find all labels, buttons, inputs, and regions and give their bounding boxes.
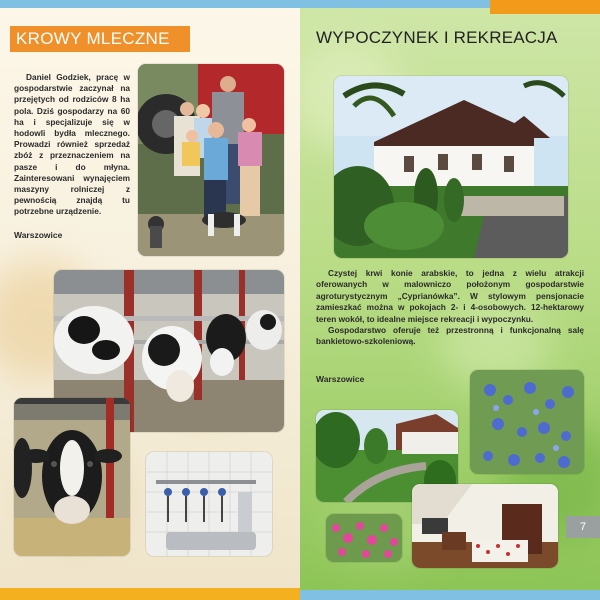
pink-flowers-photo [326,514,402,562]
article-paragraph-2: Gospodarstwo oferuje też przestronną i funkcjonalną salę bankietowo-szkoleniową. [316,325,584,347]
section-title-leisure: WYPOCZYNEK I REKREACJA [316,28,558,47]
milking-equipment-photo [146,452,272,556]
bottom-accent-bar-left [0,588,300,600]
bottom-accent-bar-right [300,590,600,600]
cow-closeup-photo [14,398,130,556]
top-accent-bar-right [300,0,490,8]
article-text-left [14,72,130,218]
top-accent-tab-orange [490,0,600,14]
location-signature-right: Warszowice [316,374,365,384]
article-text-right [316,268,584,348]
article-paragraph-1: Czystej krwi konie arabskie, to jedna z wielu atrakcji oferowanych w malowniczo położonym gospodarstwie agroturystycznym „Cyprianówka”. W stylowym pensjonacie zamieszkać można w pokojach 2- i 4-osobowych. 12-hektarowy teren wokół, to idealne miejsce rekreacji i wypoczynku. [316,268,584,324]
guesthouse-photo [334,76,568,258]
article-paragraph: Daniel Godziek, pracę w gospodarstwie zaczynał na przejętych od rodziców 8 ha pola. Dziś gospodarzy na 60 ha i specjalizuje się w hodowli bydła mlecznego. Prowadzi również sprzedaż zbóż z przeznaczeniem na pasze i do młyna. Zainteresowani wynajęciem maszyny rolniczej z pewnością znajdą tu potrzebne urządzenie. [14,72,130,217]
location-signature-left: Warszowice [14,230,63,240]
section-title-dairy-cows: KROWY MLECZNE [10,26,190,52]
interior-photo [412,484,558,568]
family-photo [138,64,284,256]
blue-flowers-photo [470,370,584,474]
page-number: 7 [566,516,600,538]
top-accent-bar-left [0,0,300,8]
